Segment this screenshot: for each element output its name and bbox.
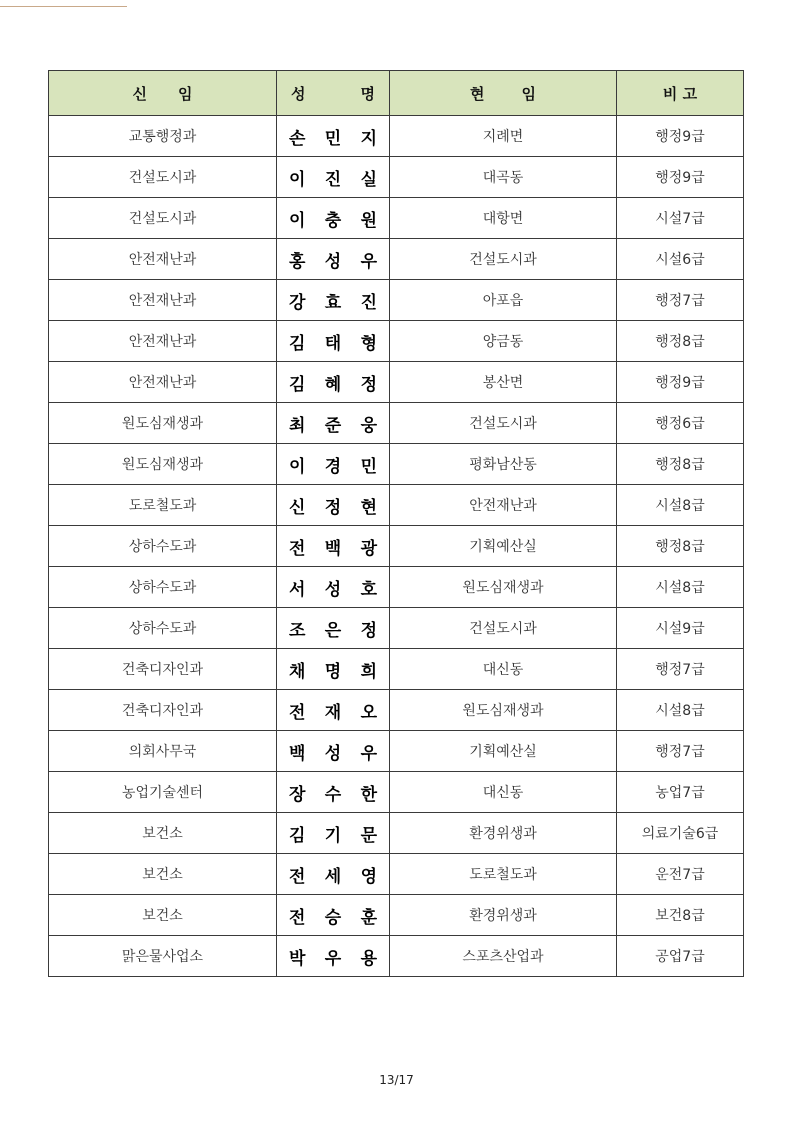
table-row (49, 526, 744, 567)
cell-current-post: 원도심재생과 (390, 690, 617, 731)
cell-remark: 행정7급 (617, 649, 744, 690)
personnel-table (48, 70, 744, 977)
cell-current-post: 봉산면 (390, 362, 617, 403)
table-row (49, 485, 744, 526)
table-row (49, 690, 744, 731)
cell-current-post: 스포츠산업과 (390, 936, 617, 977)
cell-remark: 시설7급 (617, 198, 744, 239)
cell-remark: 행정9급 (617, 116, 744, 157)
name-character: 세 (324, 866, 342, 887)
table-body (49, 116, 744, 977)
name-character: 김 (289, 374, 306, 395)
cell-remark: 시설9급 (617, 608, 744, 649)
cell-remark: 보건8급 (617, 895, 744, 936)
cell-name (277, 444, 390, 485)
cell-remark: 행정7급 (617, 731, 744, 772)
top-left-rule (0, 6, 127, 7)
cell-name (277, 485, 390, 526)
name-character: 정 (360, 374, 377, 395)
cell-current-post: 양금동 (390, 321, 617, 362)
table-row (49, 813, 744, 854)
table-row (49, 567, 744, 608)
table-row (49, 321, 744, 362)
cell-new-post: 상하수도과 (49, 526, 277, 567)
cell-current-post: 안전재난과 (390, 485, 617, 526)
table-row (49, 936, 744, 977)
name-character: 원 (360, 210, 377, 231)
cell-current-post: 기획예산실 (390, 526, 617, 567)
cell-name (277, 403, 390, 444)
table-row (49, 157, 744, 198)
name-character: 훈 (360, 907, 377, 928)
name-character: 진 (360, 292, 377, 313)
cell-remark: 행정9급 (617, 362, 744, 403)
cell-name (277, 362, 390, 403)
cell-name (277, 608, 390, 649)
name-character: 전 (289, 866, 306, 887)
name-character: 희 (360, 661, 377, 682)
cell-current-post: 평화남산동 (390, 444, 617, 485)
cell-remark: 시설8급 (617, 567, 744, 608)
cell-current-post: 도로철도과 (390, 854, 617, 895)
cell-new-post: 도로철도과 (49, 485, 277, 526)
cell-new-post: 안전재난과 (49, 239, 277, 280)
cell-current-post: 건설도시과 (390, 239, 617, 280)
name-character: 조 (289, 620, 306, 641)
cell-name (277, 936, 390, 977)
cell-new-post: 건설도시과 (49, 198, 277, 239)
table-row (49, 403, 744, 444)
name-character: 김 (289, 825, 306, 846)
cell-remark: 행정8급 (617, 321, 744, 362)
cell-new-post: 맑은물사업소 (49, 936, 277, 977)
table-row (49, 772, 744, 813)
cell-new-post: 원도심재생과 (49, 444, 277, 485)
table-row (49, 608, 744, 649)
cell-name (277, 813, 390, 854)
cell-name (277, 854, 390, 895)
name-character: 우 (360, 743, 377, 764)
cell-new-post: 안전재난과 (49, 280, 277, 321)
cell-current-post: 건설도시과 (390, 608, 617, 649)
name-character: 충 (324, 210, 342, 231)
header-current-post: 현 임 (390, 71, 617, 116)
table-row (49, 362, 744, 403)
name-character: 전 (289, 702, 306, 723)
name-character: 장 (289, 784, 306, 805)
cell-remark: 시설8급 (617, 690, 744, 731)
name-character: 김 (289, 333, 306, 354)
cell-name (277, 526, 390, 567)
cell-remark: 운전7급 (617, 854, 744, 895)
cell-new-post: 안전재난과 (49, 362, 277, 403)
name-character: 실 (360, 169, 377, 190)
header-remark: 비 고 (617, 71, 744, 116)
cell-name (277, 690, 390, 731)
table-row (49, 444, 744, 485)
name-character: 민 (324, 128, 342, 149)
name-character: 이 (289, 456, 306, 477)
name-character: 명 (324, 661, 342, 682)
table-row (49, 239, 744, 280)
name-character: 손 (289, 128, 306, 149)
cell-current-post: 기획예산실 (390, 731, 617, 772)
name-character: 영 (360, 866, 377, 887)
cell-new-post: 상하수도과 (49, 567, 277, 608)
name-character: 민 (360, 456, 377, 477)
cell-name (277, 895, 390, 936)
cell-remark: 행정8급 (617, 526, 744, 567)
cell-new-post: 안전재난과 (49, 321, 277, 362)
name-character: 우 (360, 251, 377, 272)
name-character: 성 (324, 579, 342, 600)
cell-new-post: 보건소 (49, 854, 277, 895)
cell-remark: 농업7급 (617, 772, 744, 813)
name-character: 지 (360, 128, 377, 149)
cell-current-post: 원도심재생과 (390, 567, 617, 608)
name-character: 수 (324, 784, 342, 805)
name-character: 서 (289, 579, 306, 600)
name-character: 백 (324, 538, 342, 559)
name-character: 문 (360, 825, 377, 846)
cell-remark: 공업7급 (617, 936, 744, 977)
cell-remark: 행정7급 (617, 280, 744, 321)
cell-current-post: 환경위생과 (390, 895, 617, 936)
table-row (49, 198, 744, 239)
page-number: 13/17 (379, 1073, 414, 1087)
cell-new-post: 원도심재생과 (49, 403, 277, 444)
header-new-post: 신 임 (49, 71, 277, 116)
name-character: 성 (324, 743, 342, 764)
name-character: 승 (324, 907, 342, 928)
cell-remark: 행정9급 (617, 157, 744, 198)
cell-remark: 시설6급 (617, 239, 744, 280)
cell-current-post: 대곡동 (390, 157, 617, 198)
cell-name (277, 239, 390, 280)
cell-name (277, 772, 390, 813)
name-character: 전 (289, 907, 306, 928)
cell-new-post: 의회사무국 (49, 731, 277, 772)
cell-name (277, 157, 390, 198)
name-character: 효 (324, 292, 342, 313)
name-character: 최 (289, 415, 306, 436)
table-row (49, 731, 744, 772)
name-character: 백 (289, 743, 306, 764)
cell-current-post: 대항면 (390, 198, 617, 239)
name-character: 용 (360, 948, 377, 969)
cell-name (277, 649, 390, 690)
table-row (49, 854, 744, 895)
cell-current-post: 지례면 (390, 116, 617, 157)
name-character: 우 (324, 948, 342, 969)
name-character: 준 (324, 415, 342, 436)
cell-name (277, 321, 390, 362)
header-name: 성 명 (277, 71, 390, 116)
cell-name (277, 280, 390, 321)
name-character: 호 (360, 579, 377, 600)
cell-name (277, 198, 390, 239)
cell-new-post: 건축디자인과 (49, 690, 277, 731)
cell-new-post: 교통행정과 (49, 116, 277, 157)
name-character: 혜 (324, 374, 342, 395)
cell-name (277, 116, 390, 157)
cell-remark: 시설8급 (617, 485, 744, 526)
table-row (49, 649, 744, 690)
table-header-row (49, 71, 744, 116)
name-character: 강 (289, 292, 306, 313)
name-character: 은 (324, 620, 342, 641)
cell-current-post: 대신동 (390, 772, 617, 813)
cell-new-post: 농업기술센터 (49, 772, 277, 813)
cell-current-post: 건설도시과 (390, 403, 617, 444)
cell-new-post: 건설도시과 (49, 157, 277, 198)
table-row (49, 116, 744, 157)
cell-remark: 행정8급 (617, 444, 744, 485)
name-character: 경 (324, 456, 342, 477)
table-row (49, 895, 744, 936)
cell-name (277, 731, 390, 772)
cell-current-post: 아포읍 (390, 280, 617, 321)
name-character: 박 (289, 948, 306, 969)
name-character: 채 (289, 661, 306, 682)
cell-name (277, 567, 390, 608)
name-character: 광 (360, 538, 377, 559)
cell-current-post: 환경위생과 (390, 813, 617, 854)
name-character: 형 (360, 333, 377, 354)
cell-new-post: 보건소 (49, 813, 277, 854)
name-character: 진 (324, 169, 342, 190)
cell-current-post: 대신동 (390, 649, 617, 690)
name-character: 신 (289, 497, 306, 518)
cell-remark: 행정6급 (617, 403, 744, 444)
cell-remark: 의료기술6급 (617, 813, 744, 854)
cell-new-post: 상하수도과 (49, 608, 277, 649)
name-character: 성 (324, 251, 342, 272)
cell-new-post: 건축디자인과 (49, 649, 277, 690)
name-character: 현 (360, 497, 377, 518)
table-row (49, 280, 744, 321)
name-character: 이 (289, 210, 306, 231)
name-character: 기 (324, 825, 342, 846)
name-character: 이 (289, 169, 306, 190)
name-character: 전 (289, 538, 306, 559)
name-character: 웅 (360, 415, 377, 436)
name-character: 한 (360, 784, 377, 805)
name-character: 태 (324, 333, 342, 354)
name-character: 오 (360, 702, 377, 723)
name-character: 홍 (289, 251, 306, 272)
name-character: 정 (360, 620, 377, 641)
name-character: 재 (324, 702, 342, 723)
cell-new-post: 보건소 (49, 895, 277, 936)
name-character: 정 (324, 497, 342, 518)
